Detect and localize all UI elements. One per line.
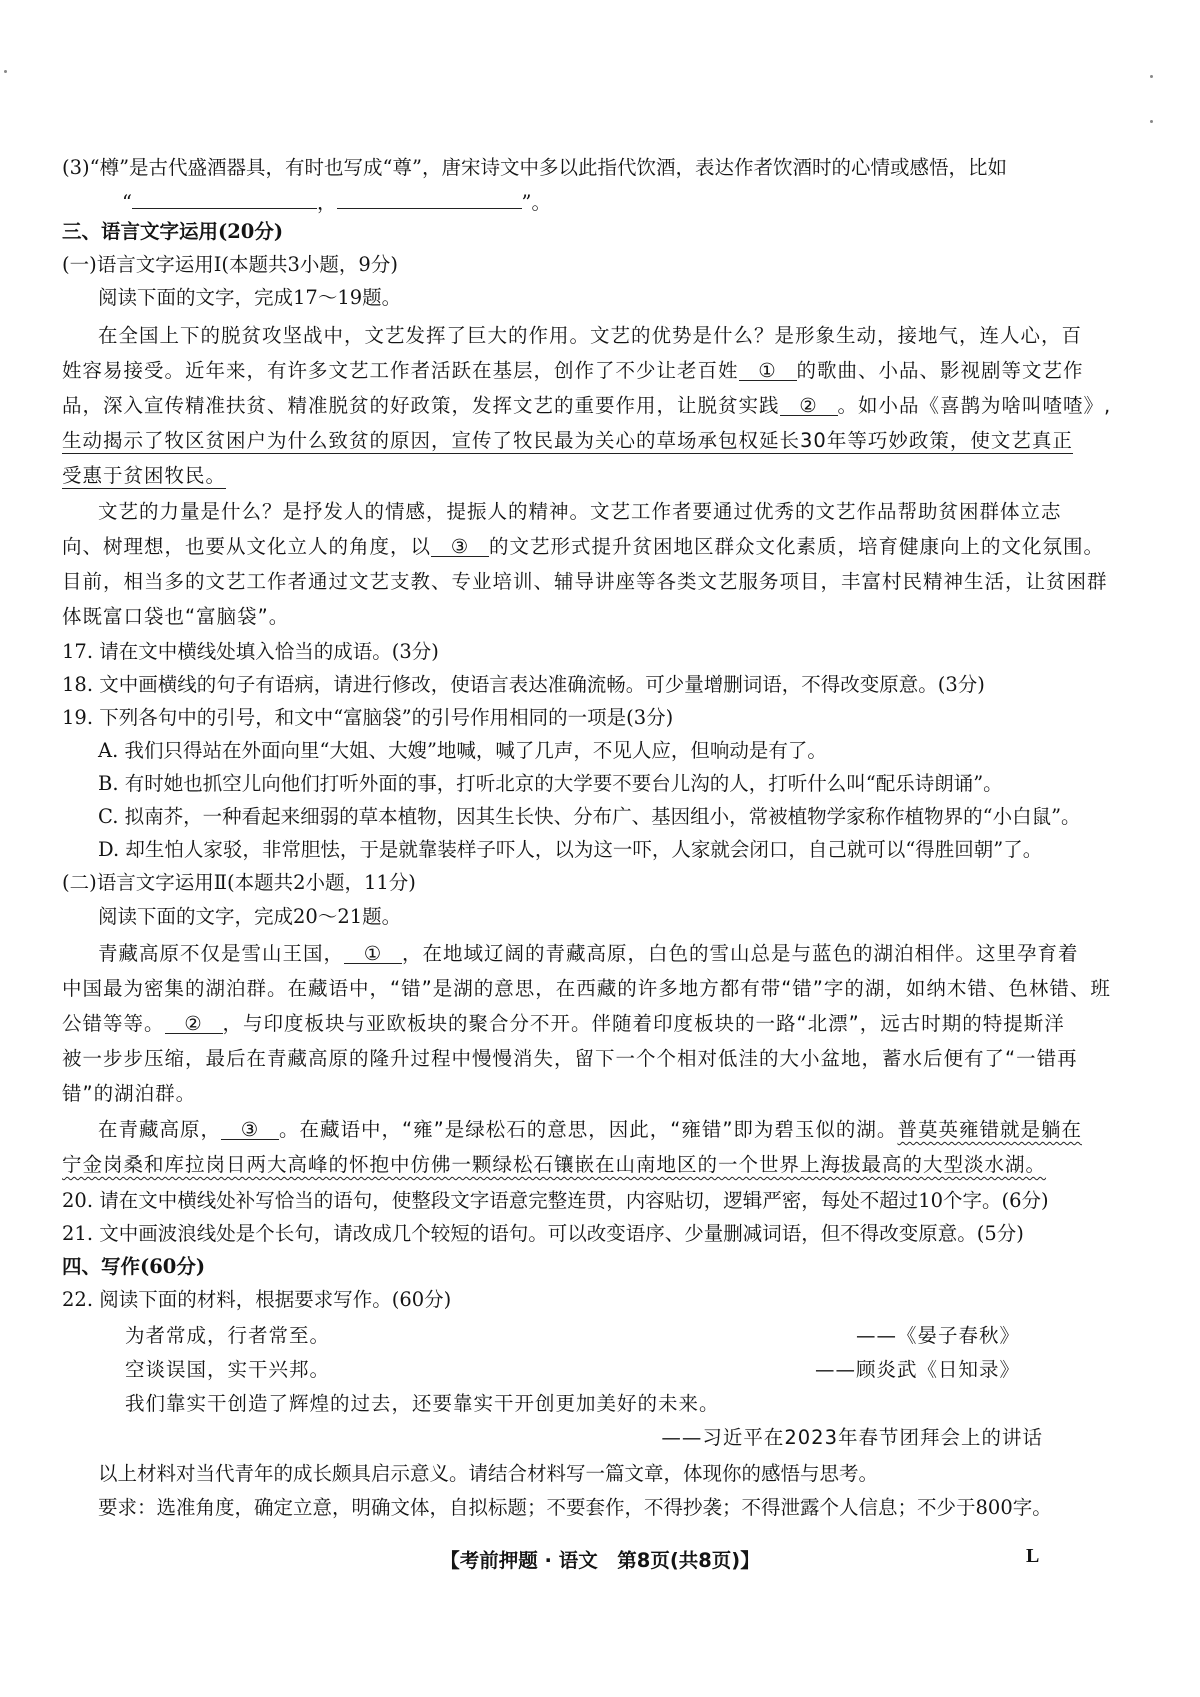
page-corner-mark: L — [1026, 1545, 1040, 1567]
passage1-line: 向、树理想，也要从文化立人的角度，以 ③ 的文艺形式提升贫困地区群众文化素质，培育健康向上的文化氛围。 — [62, 532, 1042, 562]
passage1-line: 在全国上下的脱贫攻坚战中，文艺发挥了巨大的作用。文艺的优势是什么？是形象生动，接地气，连人心，百 — [98, 324, 1083, 347]
blank-2[interactable]: ② — [780, 391, 838, 416]
question-17: 17. 请在文中横线处填入恰当的成语。(3分) — [62, 640, 439, 663]
option-c[interactable]: C. 拟南芥，一种看起来细弱的草本植物，因其生长快、分布广、基因组小，常被植物学家称作植物界的“小白鼠”。 — [98, 805, 1081, 828]
writing-prompt: 以上材料对当代青年的成长颇具启示意义。请结合材料写一篇文章，体现你的感悟与思考。 — [98, 1462, 879, 1485]
passage2-line: 被一步步压缩，最后在青藏高原的隆升过程中慢慢消失，留下一个个相对低洼的大小盆地，蓄水后便有了“一错再 — [62, 1047, 1078, 1070]
material-quote-1: 为者常成，行者常至。 — [125, 1324, 331, 1347]
passage2-line: 青藏高原不仅是雪山王国， ① ，在地域辽阔的青藏高原，白色的雪山总是与蓝色的湖泊相伴。这里孕育着 — [98, 939, 1043, 969]
passage2-line: 错”的湖泊群。 — [62, 1082, 197, 1105]
underlined-sentence: 生动揭示了牧区贫困户为什么致贫的原因，宣传了牧民最为关心的草场承包权延长30年等巧妙政策，使文艺真正 — [62, 429, 1073, 452]
question-20: 20. 请在文中横线处补写恰当的语句，使整段文字语意完整连贯，内容贴切，逻辑严密，每处不超过10个字。(6分) — [62, 1189, 1049, 1212]
wavy-underlined-sentence: 普莫英雍错就是躺在 — [897, 1118, 1082, 1141]
part1-title: (一)语言文字运用Ⅰ(本题共3小题，9分) — [62, 253, 398, 276]
passage1-line: 体既富口袋也“富脑袋”。 — [62, 605, 290, 628]
passage1-line: 目前，相当多的文艺工作者通过文艺支教、专业培训、辅导讲座等各类文艺服务项目，丰富村民精神生活，让贫困群 — [62, 570, 1108, 593]
blank-3[interactable]: ③ — [431, 532, 489, 557]
answer-blank-2[interactable] — [337, 184, 522, 209]
q16-3-line1: (3)“樽”是古代盛酒器具，有时也写成“尊”，唐宋诗文中多以此指代饮酒，表达作者饮酒时的心情或感悟，比如 — [62, 156, 1007, 179]
material-source-3: ——习近平在2023年春节团拜会上的讲话 — [661, 1426, 1043, 1449]
section4-title: 四、写作(60分) — [62, 1255, 206, 1278]
part2-instruction: 阅读下面的文字，完成20～21题。 — [98, 905, 402, 928]
question-21: 21. 文中画波浪线处是个长句，请改成几个较短的语句。可以改变语序、少量删减词语，但不得改变原意。(5分) — [62, 1222, 1024, 1245]
section3-title: 三、语言文字运用(20分) — [62, 220, 284, 243]
answer-blank-1[interactable] — [132, 184, 317, 209]
material-source-1: ——《晏子春秋》 — [855, 1324, 1020, 1347]
passage1-line: 姓容易接受。近年来，有许多文艺工作者活跃在基层，创作了不少让老百姓 ① 的歌曲、小品、影视剧等文艺作 — [62, 356, 1042, 386]
option-a[interactable]: A. 我们只得站在外面向里“大姐、大嫂”地喊，喊了几声，不见人应，但响动是有了。 — [98, 739, 827, 762]
question-19: 19. 下列各句中的引号，和文中“富脑袋”的引号作用相同的一项是(3分) — [62, 706, 674, 729]
material-quote-3: 我们靠实干创造了辉煌的过去，还要靠实干开创更加美好的未来。 — [125, 1392, 720, 1415]
passage2-line: 公错等等。 ② ，与印度板块与亚欧板块的聚合分不开。伴随着印度板块的一路“北漂”，远古时期的特提斯洋 — [62, 1009, 1042, 1039]
material-source-2: ——顾炎武《日知录》 — [814, 1358, 1020, 1381]
blank-3[interactable]: ③ — [221, 1115, 279, 1140]
part1-instruction: 阅读下面的文字，完成17～19题。 — [98, 286, 402, 309]
scan-speck — [1150, 75, 1153, 78]
writing-requirements: 要求：选准角度，确定立意，明确文体，自拟标题；不要套作，不得抄袭；不得泄露个人信息；不少于800字。 — [98, 1496, 1052, 1519]
underlined-sentence-end: 受惠于贫困牧民。 — [62, 464, 227, 487]
passage1-line: 文艺的力量是什么？是抒发人的情感，提振人的精神。文艺工作者要通过优秀的文艺作品帮助贫困群体立志 — [98, 500, 1062, 523]
passage1-line: 品，深入宣传精准扶贫、精准脱贫的好政策，发挥文艺的重要作用，让脱贫实践 ② 。如小品《喜鹊为啥叫喳喳》, — [62, 391, 1042, 421]
scan-speck — [1150, 120, 1153, 123]
part2-title: (二)语言文字运用Ⅱ(本题共2小题，11分) — [62, 871, 416, 894]
material-quote-2: 空谈误国，实干兴邦。 — [125, 1358, 331, 1381]
scan-speck — [4, 70, 7, 73]
q16-3-answer-line: “ ， ”。 — [122, 184, 1102, 218]
blank-1[interactable]: ① — [739, 356, 797, 381]
question-22: 22. 阅读下面的材料，根据要求写作。(60分) — [62, 1288, 452, 1311]
wavy-underlined-sentence-end: 宁金岗桑和库拉岗日两大高峰的怀抱中仿佛一颗绿松石镶嵌在山南地区的一个世界上海拔最高的大型淡水湖。 — [62, 1153, 1047, 1176]
option-d[interactable]: D. 却生怕人家驳，非常胆怯，于是就靠装样子吓人，以为这一吓，人家就会闭口，自己就可以“得胜回朝”了。 — [98, 838, 1043, 861]
page-footer: 【考前押题 · 语文 第8页(共8页)】 — [440, 1549, 760, 1572]
passage2-line: 在青藏高原， ③ 。在藏语中，“雍”是绿松石的意思，因此，“雍错”即为碧玉似的湖。普莫英雍错就是躺在 — [98, 1115, 1043, 1145]
blank-1[interactable]: ① — [344, 939, 402, 964]
blank-2[interactable]: ② — [165, 1009, 223, 1034]
question-18: 18. 文中画横线的句子有语病，请进行修改，使语言表达准确流畅。可少量增删词语，不得改变原意。(3分) — [62, 673, 985, 696]
passage2-line: 中国最为密集的湖泊群。在藏语中，“错”是湖的意思，在西藏的许多地方都有带“错”字的湖，如纳木错、色林错、班 — [62, 977, 1111, 1000]
option-b[interactable]: B. 有时她也抓空儿向他们打听外面的事，打听北京的大学要不要台儿沟的人，打听什么叫“配乐诗朗诵”。 — [98, 772, 1003, 795]
